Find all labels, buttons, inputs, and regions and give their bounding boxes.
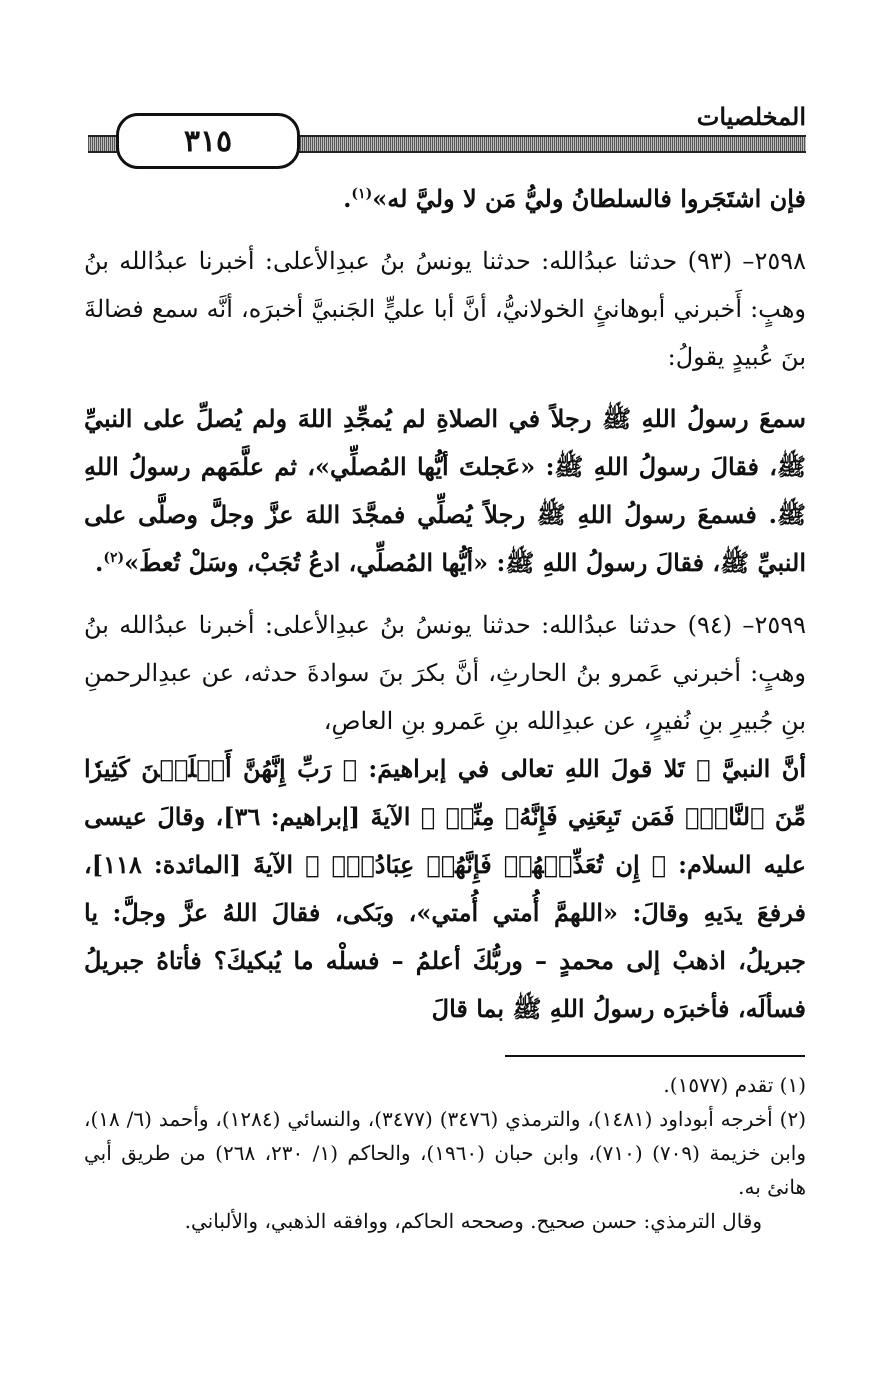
footnotes (84, 1068, 806, 1238)
isnad-2598: ٢٥٩٨– (٩٣) حدثنا عبدُالله: حدثنا يونسُ بنُ عبدِالأعلى: أخبرنا عبدُالله بنُ وهبٍ: أَخبرني أبوهانئٍ الخولانيُّ، أنَّ أبا عليٍّ الجَنبيَّ أخبرَه، أنَّه سمع فضالةَ بنَ عُبيدٍ يقولُ: (84, 247, 806, 371)
matn-2598-text: سمعَ رسولُ اللهِ ﷺ رجلاً في الصلاةِ لم يُمجِّدِ اللهَ ولم يُصلِّ على النبيِّ ﷺ، فقالَ رسولُ اللهِ ﷺ: «عَجلتَ أيُّها المُصلِّي»، ثم علَّمَهم رسولُ اللهِ ﷺ. فسمعَ رسولُ اللهِ ﷺ رجلاً يُصلِّي فمجَّدَ اللهَ عزَّ وجلَّ وصلَّى على النبيِّ ﷺ، فقالَ رسولُ اللهِ ﷺ: «أيُّها المُصلِّي، ادعُ تُجَبْ، وسَلْ تُعطَ» (84, 404, 806, 577)
page-number: ٣١٥ (183, 123, 233, 159)
footnote-separator (505, 1055, 805, 1057)
page-header (88, 103, 806, 163)
matn-2598: سمعَ رسولُ اللهِ ﷺ رجلاً في الصلاةِ لم يُمجِّدِ اللهَ ولم يُصلِّ على النبيِّ ﷺ، فقالَ رسولُ اللهِ ﷺ: «عَجلتَ أيُّها المُصلِّي»، ثم علَّمَهم رسولُ اللهِ ﷺ. فسمعَ رسولُ اللهِ ﷺ رجلاً يُصلِّي فمجَّدَ اللهَ عزَّ وجلَّ وصلَّى على النبيِّ ﷺ، فقالَ رسولُ اللهِ ﷺ: «أيُّها المُصلِّي، ادعُ تُجَبْ، وسَلْ تُعطَ»$^{(٢)}$. (84, 404, 806, 577)
footnote-1: (١) تقدم (١٥٧٧). (663, 1073, 806, 1097)
text-line-continuation: فإن اشتَجَروا فالسلطانُ وليُّ مَن لا وليَّ له»$^{(١)}$. (343, 184, 806, 213)
footnote-2-note: وقال الترمذي: حسن صحيح. وصححه الحاكم، ووافقه الذهبي، والألباني. (184, 1209, 762, 1233)
page-number-frame (116, 113, 300, 169)
footnote-ref-1: (١) (351, 186, 373, 202)
footnote-2: (٢) أخرجه أبوداود (١٤٨١)، والترمذي (٣٤٧٦) (٣٤٧٧)، والنسائي (١٢٨٤)، وأحمد (٦/ ١٨)، وابن خزيمة (٧٠٩) (٧١٠)، وابن حبان (١٩٦٠)، والحاكم (١/ ٢٣٠، ٢٦٨) من طريق أبي هانئ به. (84, 1107, 806, 1199)
isnad-2599: ٢٥٩٩– (٩٤) حدثنا عبدُالله: حدثنا يونسُ بنُ عبدِالأعلى: أخبرنا عبدُالله بنُ وهبٍ: أخبرني عَمرو بنُ الحارثِ، أنَّ بكرَ بنَ سوادةَ حدثه، عن عبدِالرحمنِ بنِ جُبيرِ بنِ نُفيرٍ، عن عبدِالله بنِ عَمرو بنِ العاصِ، (84, 611, 806, 735)
footnote-ref-2: (٢) (103, 550, 125, 566)
main-text (84, 175, 806, 1033)
running-title: المخلصيات (691, 103, 806, 131)
continuation-text: فإن اشتَجَروا فالسلطانُ وليُّ مَن لا وليَّ له» (372, 184, 806, 213)
matn-2599: أنَّ النبيَّ ﷺ تَلا قولَ اللهِ تعالى في إبراهيمَ: ﴿ رَبِّ إِنَّهُنَّ أَضۡلَلۡنَ كَثِيرٗا مِّنَ ٱلنَّاسِۖ فَمَن تَبِعَنِي فَإِنَّهُۥ مِنِّيۖ ﴾ الآيةَ [إبراهيم: ٣٦]، وقالَ عيسى عليه السلام: ﴿ إِن تُعَذِّبۡهُمۡ فَإِنَّهُمۡ عِبَادُكَۖ ﴾ الآيةَ [المائدة: ١١٨]، فرفعَ يدَيهِ وقالَ: «اللهمَّ أُمتي أُمتي»، وبَكى، فقالَ اللهُ عزَّ وجلَّ: يا جبريلُ، اذهبْ إلى محمدٍ – وربُّكَ أعلمُ – فسلْه ما يُبكيكَ؟ فأتاهُ جبريلُ فسألَه، فأخبرَه رسولُ اللهِ ﷺ بما قالَ (84, 754, 806, 1023)
